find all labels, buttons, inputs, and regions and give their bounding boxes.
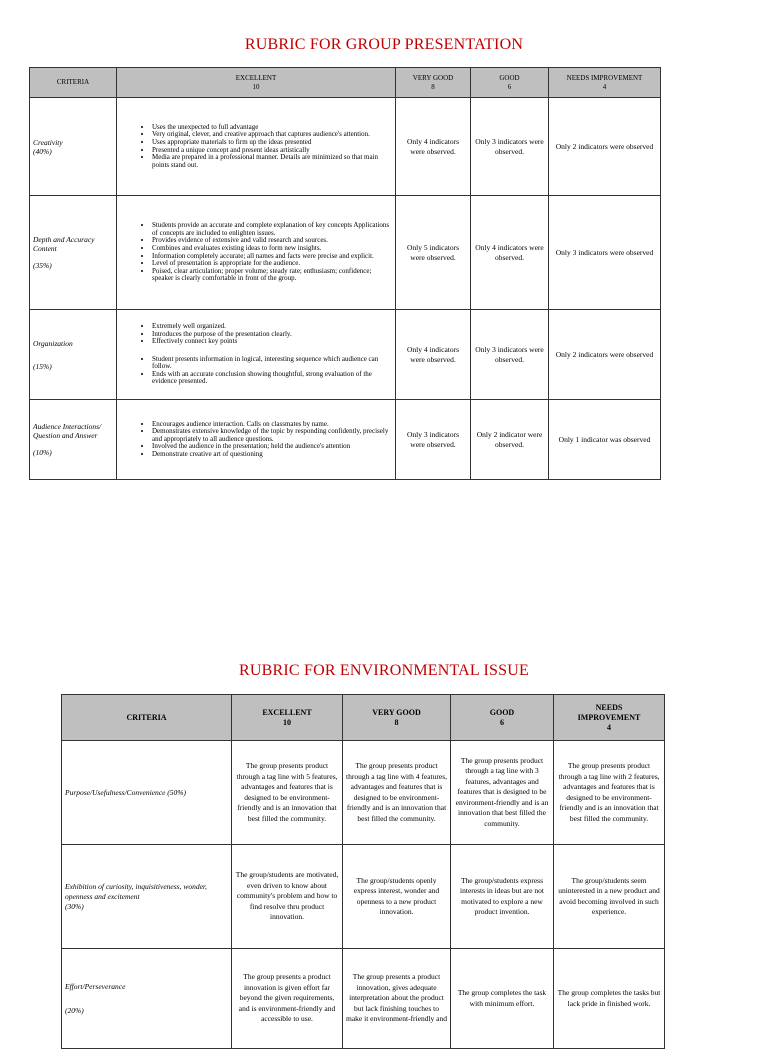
header-very-good: VERY GOOD 8 [396, 68, 471, 98]
table-row [30, 310, 661, 400]
list-item: • Poised, clear articulation; proper volume; steady rate; enthusiasm; confidence; speaker is clearly comfortable in front of the group. [152, 268, 392, 283]
very-good-cell: Only 5 indicators were observed. [396, 196, 471, 310]
header-good: GOOD 6 [471, 68, 549, 98]
list-item: • Presented a unique concept and present ideas artistically [152, 147, 392, 155]
list-item: • Demonstrates extensive knowledge of the topic by responding confidently, precisely and appropriately to all audience questions. [152, 428, 392, 443]
list-item: • Uses the unexpected to full advantage [152, 124, 392, 132]
table-row [30, 196, 661, 310]
header-excellent: EXCELLENT 10 [117, 68, 396, 98]
list-item: • Encourages audience interaction. Calls on classmates by name. [152, 421, 392, 429]
very-good-cell: Only 4 indicators were observed. [396, 310, 471, 400]
header-needs-improvement: NEEDS IMPROVEMENT 4 [549, 68, 661, 98]
good-cell: Only 4 indicators were observed. [471, 196, 549, 310]
list-item: • Students provide an accurate and complete explanation of key concepts Applications of concepts are included to enlighten issues. [152, 222, 392, 237]
good-cell: Only 3 indicators were observed. [471, 310, 549, 400]
needs-cell: The group presents product through a tag line with 2 features, advantages and features that is designed to be environment-friendly and is an innovation that best filled the community. [554, 741, 665, 845]
excellent-cell [117, 98, 396, 196]
needs-cell: Only 1 indicator was observed [549, 400, 661, 480]
page-title: RUBRIC FOR GROUP PRESENTATION [244, 36, 524, 53]
good-cell: Only 2 indicator were observed. [471, 400, 549, 480]
criterion-cell: Organization (15%) [30, 310, 117, 400]
table-row [30, 98, 661, 196]
good-cell: Only 3 indicators were observed. [471, 98, 549, 196]
table-header-row [62, 695, 665, 741]
excellent-cell [117, 196, 396, 310]
good-cell: The group completes the task with minimum effort. [451, 949, 554, 1049]
criterion-cell: Creativity (40%) [30, 98, 117, 196]
list-item: • Effectively connect key points [152, 338, 392, 346]
header-good: GOOD 6 [451, 695, 554, 741]
criterion-cell: Audience Interactions/ Question and Answer (10%) [30, 400, 117, 480]
very-good-cell: The group/students openly express interest, wonder and openness to a new product innovation. [343, 845, 451, 949]
table-row [62, 845, 665, 949]
list-item: • Information completely accurate; all names and facts were precise and explicit. [152, 253, 392, 261]
good-cell: The group/students express interests in ideas but are not motivated to explore a new product invention. [451, 845, 554, 949]
list-item: • Demonstrate creative art of questioning [152, 451, 392, 459]
header-criteria: CRITERIA [62, 695, 232, 741]
good-cell: The group presents product through a tag line with 3 features, advantages and features that is designed to be environment-friendly and is an innovation that best filled the community. [451, 741, 554, 845]
list-item: • Media are prepared in a professional manner. Details are minimized so that main points stand out. [152, 154, 392, 169]
needs-cell: The group/students seem uninterested in a new product and avoid becoming involved in such experience. [554, 845, 665, 949]
list-item: • Involved the audience in the presentation; held the audience's attention [152, 443, 392, 451]
table-row [62, 741, 665, 845]
needs-cell: Only 2 indicators were observed [549, 310, 661, 400]
rubric-table-group-presentation [29, 67, 661, 480]
criterion-cell: Depth and Accuracy Content (35%) [30, 196, 117, 310]
very-good-cell: The group presents product through a tag line with 4 features, advantages and features that is designed to be environment-friendly and is an innovation that best filled the community. [343, 741, 451, 845]
criterion-cell: Effort/Perseverance (20%) [62, 949, 232, 1049]
excellent-cell [117, 400, 396, 480]
criterion-cell: Exhibition of curiosity, inquisitiveness, wonder, openness and excitement (30%) [62, 845, 232, 949]
very-good-cell: The group presents a product innovation, gives adequate interpretation about the product but lack finishing touches to make it environment-friendly and [343, 949, 451, 1049]
very-good-cell: Only 4 indicators were observed. [396, 98, 471, 196]
list-item: • Combines and evaluates existing ideas to form new insights. [152, 245, 392, 253]
list-item: • Provides evidence of extensive and valid research and sources. [152, 237, 392, 245]
excellent-cell: The group presents a product innovation is given effort far beyond the given requirements, and is environment-friendly and accessible to use. [232, 949, 343, 1049]
excellent-cell [117, 310, 396, 400]
list-item: • Student presents information in logical, interesting sequence which audience can follow. [152, 356, 392, 371]
needs-cell: Only 2 indicators were observed [549, 98, 661, 196]
list-item: • Very original, clever, and creative approach that captures audience's attention. [152, 131, 392, 139]
header-needs-improvement: NEEDS IMPROVEMENT 4 [554, 695, 665, 741]
header-criteria: CRITERIA [30, 68, 117, 98]
needs-cell: Only 3 indicators were observed [549, 196, 661, 310]
header-very-good: VERY GOOD 8 [343, 695, 451, 741]
table-row [30, 400, 661, 480]
table-row [62, 949, 665, 1049]
very-good-cell: Only 3 indicators were observed. [396, 400, 471, 480]
section-title: RUBRIC FOR ENVIRONMENTAL ISSUE [239, 662, 529, 679]
list-item: • Extremely well organized. [152, 323, 392, 331]
rubric-table-environmental-issue [61, 694, 665, 1049]
criterion-cell: Purpose/Usefulness/Convenience (50%) [62, 741, 232, 845]
excellent-cell: The group/students are motivated, even driven to know about community's problem and how to find resolve thru product innovation. [232, 845, 343, 949]
list-item: • Introduces the purpose of the presentation clearly. [152, 331, 392, 339]
list-item: • Uses appropriate materials to firm up the ideas presented [152, 139, 392, 147]
header-excellent: EXCELLENT 10 [232, 695, 343, 741]
table-header-row [30, 68, 661, 98]
list-item: • Level of presentation is appropriate for the audience. [152, 260, 392, 268]
list-item: • Ends with an accurate conclusion showing thoughtful, strong evaluation of the evidence presented. [152, 371, 392, 386]
needs-cell: The group completes the tasks but lack pride in finished work. [554, 949, 665, 1049]
excellent-cell: The group presents product through a tag line with 5 features, advantages and features that is designed to be environment-friendly and is an innovation that best filled the community. [232, 741, 343, 845]
